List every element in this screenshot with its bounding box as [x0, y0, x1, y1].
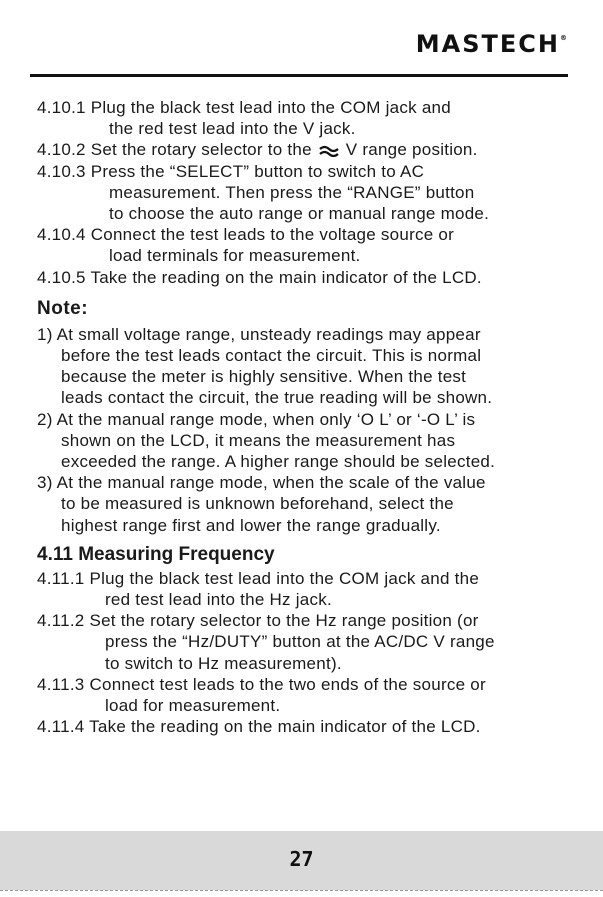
- step-4-10-5: 4.10.5 Take the reading on the main indicator of the LCD.: [37, 267, 482, 287]
- note-title: Note:: [37, 297, 89, 319]
- step-4-10-2: 4.10.2 Set the rotary selector to the V range position.: [37, 140, 478, 160]
- note-item-1: 1) At small voltage range, unsteady readings may appear before the test leads contact the circuit. This is normal because the meter is highly sensitive. When the test leads contact the circuit, the true reading will be shown.: [37, 324, 493, 408]
- step-4-10-4: 4.10.4 Connect the test leads to the voltage source or load terminals for measurement.: [37, 225, 455, 266]
- note-item-2: 2) At the manual range mode, when only ‘O L’ or ‘-O L’ is shown on the LCD, it means the measurement has exceeded the range. A higher range should be selected.: [37, 409, 496, 472]
- step-4-11-1: 4.11.1 Plug the black test lead into the COM jack and the red test lead into the Hz jack.: [37, 568, 480, 610]
- step-4-10-1: 4.10.1 Plug the black test lead into the COM jack and the red test lead into the V jack.: [37, 98, 451, 139]
- step-4-11-2: 4.11.2 Set the rotary selector to the Hz range position (or press the “Hz/DUTY” button at the AC/DC V range to switch to Hz measurement).: [37, 611, 495, 673]
- section-title: 4.11 Measuring Frequency: [37, 543, 275, 565]
- step-4-10-3: 4.10.3 Press the “SELECT” button to switch to AC measurement. Then press the “RANGE” button to choose the auto range or manual range mode.: [37, 161, 490, 224]
- page-number: 27: [289, 847, 314, 871]
- header-rule: [30, 74, 568, 77]
- ac-wave-icon: [319, 145, 339, 157]
- bottom-edge: [0, 890, 603, 897]
- brand-logo: MASTECH®: [415, 30, 567, 58]
- footer-bar: [0, 831, 603, 891]
- page-content: [37, 97, 577, 737]
- note-item-3: 3) At the manual range mode, when the scale of the value to be measured is unknown beforehand, select the highest range first and lower the range gradually.: [37, 473, 486, 535]
- step-4-11-4: 4.11.4 Take the reading on the main indicator of the LCD.: [37, 717, 481, 737]
- step-4-11-3: 4.11.3 Connect test leads to the two ends of the source or load for measurement.: [37, 674, 486, 716]
